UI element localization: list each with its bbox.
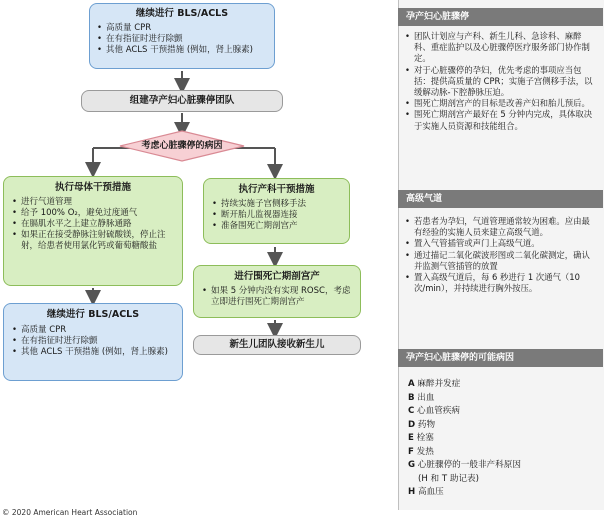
- causes-list: [408, 378, 598, 500]
- continue-bls-acls-bottom: [3, 303, 183, 381]
- airway-item: • 若患者为孕妇，气道管理通常较为困难。应由最有经验的实施人员来建立高级气道。: [414, 216, 594, 238]
- cause-item: C 心血管疾病: [408, 406, 461, 416]
- continue-top-title: 继续进行 BLS/ACLS: [135, 8, 229, 19]
- perimortem-cesarean-box: [193, 265, 361, 318]
- maternal-interventions-box: [3, 176, 183, 286]
- team-item: • 围死亡期剖宫产的目标是改善产妇和胎儿预后。: [414, 98, 594, 109]
- obstetric-title: 执行产科干预措施: [238, 184, 315, 195]
- team-item: • 对于心脏骤停的孕妇，优先考虑的事项应当包括：提供高质量的 CPR；实施子宫侧移手法，以缓解动脉-下腔静脉压迫。: [414, 65, 594, 99]
- obstetric-item: • 断开胎儿监视器连接: [221, 210, 342, 221]
- cause-item: H 高血压: [408, 487, 444, 497]
- consider-cause-label: 考虑心脏骤停的病因: [141, 141, 223, 151]
- assemble-team-label: 组建孕产妇心脏骤停团队: [129, 95, 235, 106]
- maternal-item: • 如果正在接受静脉注射硫酸镁，停止注射，给患者使用氯化钙或葡萄糖酸盐: [21, 230, 175, 252]
- continue-bottom-title: 继续进行 BLS/ACLS: [46, 309, 140, 320]
- continue-bottom-item: • 在有指征时进行除颤: [21, 336, 175, 347]
- continue-bls-acls-top: [89, 3, 275, 69]
- continue-top-item: • 其他 ACLS 干预措施 (例如，肾上腺素): [106, 45, 268, 56]
- perimortem-item: • 如果 5 分钟内没有实现 ROSC，考虑立即进行围死亡期剖宫产: [211, 286, 353, 308]
- perimortem-title: 进行围死亡期剖宫产: [234, 271, 320, 282]
- cause-item: G 心脏骤停的一般非产科原因: [408, 460, 521, 470]
- continue-bottom-item: • 高质量 CPR: [21, 325, 175, 336]
- cause-item: F 发热: [408, 446, 434, 457]
- neonatal-team-box: [193, 335, 361, 355]
- airway-item: • 置入高级气道后，每 6 秒进行 1 次通气（10 次/min），并持续进行胸外按压。: [414, 272, 594, 294]
- obstetric-interventions-box: [203, 178, 350, 244]
- maternal-item: • 进行气道管理: [21, 197, 175, 208]
- cause-item: A 麻醉并发症: [408, 379, 461, 389]
- cause-item: E 栓塞: [408, 433, 434, 443]
- assemble-team-box: [81, 90, 283, 112]
- cause-item: (H 和 T 助记表): [418, 473, 479, 484]
- airway-header: 高级气道: [398, 190, 603, 208]
- airway-item: • 置入气管插管或声门上高级气道。: [414, 238, 594, 249]
- maternal-item: • 给予 100% O₂，避免过度通气: [21, 208, 175, 219]
- team-item: • 团队计划应与产科、新生儿科、急诊科、麻醉科、重症监护以及心脏骤停医疗服务部门协作制定。: [414, 31, 594, 65]
- continue-top-item: • 在有指征时进行除颤: [106, 34, 268, 45]
- consider-cause-box: [130, 140, 234, 154]
- obstetric-item: • 持续实施子宫侧移手法: [221, 199, 342, 210]
- obstetric-item: • 准备围死亡期剖宫产: [221, 221, 342, 232]
- cause-item: B 出血: [408, 392, 435, 403]
- maternal-item: • 在膈肌水平之上建立静脉通路: [21, 219, 175, 230]
- maternal-title: 执行母体干预措施: [54, 182, 131, 193]
- cause-item: D 药物: [408, 419, 436, 430]
- team-item: • 围死亡期剖宫产最好在 5 分钟内完成，具体取决于实施人员资源和技能组合。: [414, 109, 594, 131]
- copyright: © 2020 American Heart Association: [2, 508, 138, 517]
- neonatal-label: 新生儿团队接收新生儿: [229, 339, 325, 350]
- continue-bottom-item: • 其他 ACLS 干预措施 (例如，肾上腺素): [21, 347, 175, 358]
- airway-section: [404, 216, 594, 294]
- team-section: [404, 31, 594, 132]
- team-header: 孕产妇心脏骤停: [398, 8, 603, 26]
- causes-header: 孕产妇心脏骤停的可能病因: [398, 349, 603, 367]
- continue-top-item: • 高质量 CPR: [106, 23, 268, 34]
- airway-item: • 通过描记二氧化碳波形图或二氧化碳测定，确认并监测气管插管的放置: [414, 250, 594, 272]
